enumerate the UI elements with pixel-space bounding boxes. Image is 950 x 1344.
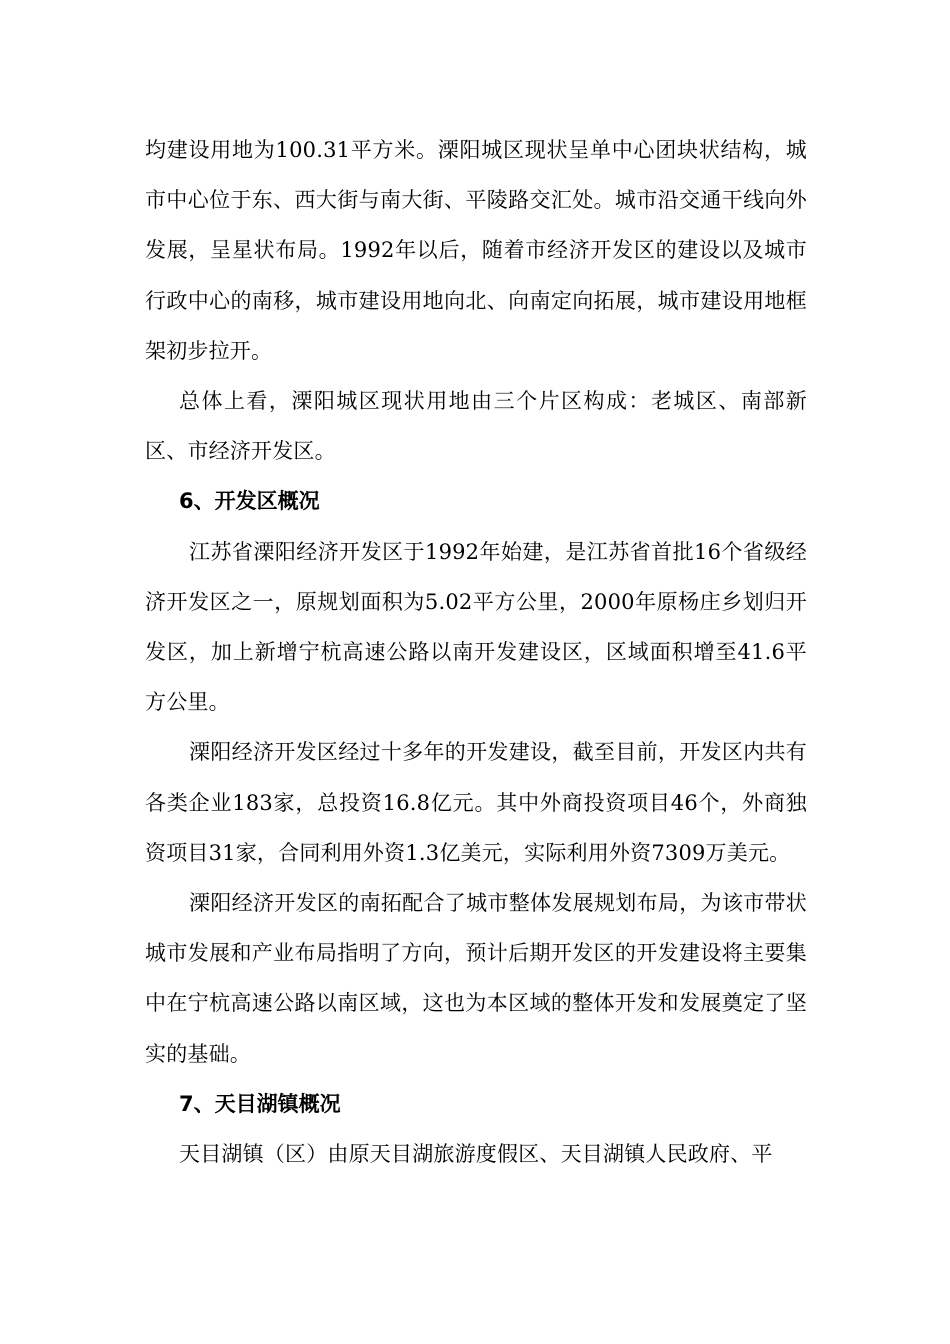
heading-development-zone: 6、开发区概况 [179,489,320,514]
document-body [145,125,807,1179]
paragraph-zone-investment: 溧阳经济开发区经过十多年的开发建设，截至目前，开发区内共有各类企业183家，总投资16.8亿元。其中外商投资项目46个，外商独资项目31家，合同利用外资1.3亿美元，实际利用外资7309万美元。 [145,740,807,865]
paragraph-urban-districts: 总体上看，溧阳城区现状用地由三个片区构成：老城区、南部新区、市经济开发区。 [145,389,807,464]
paragraph-urban-land: 均建设用地为100.31平方米。溧阳城区现状呈单中心团块状结构，城市中心位于东、西大街与南大街、平陵路交汇处。城市沿交通干线向外发展，呈星状布局。1992年以后，随着市经济开发区的建设以及城市行政中心的南移，城市建设用地向北、向南定向拓展，城市建设用地框架初步拉开。 [145,138,807,363]
heading-tianmu-lake-town: 7、天目湖镇概况 [179,1091,341,1116]
paragraph-zone-expansion: 溧阳经济开发区的南拓配合了城市整体发展规划布局，为该市带状城市发展和产业布局指明了方向，预计后期开发区的开发建设将主要集中在宁杭高速公路以南区域，这也为本区域的整体开发和发展奠定了坚实的基础。 [145,891,807,1066]
paragraph-tianmu-lake-town: 天目湖镇（区）由原天目湖旅游度假区、天目湖镇人民政府、平 [179,1142,773,1167]
paragraph-zone-history: 江苏省溧阳经济开发区于1992年始建，是江苏省首批16个省级经济开发区之一，原规划面积为5.02平方公里，2000年原杨庄乡划归开发区，加上新增宁杭高速公路以南开发建设区，区域面积增至41.6平方公里。 [145,539,807,715]
